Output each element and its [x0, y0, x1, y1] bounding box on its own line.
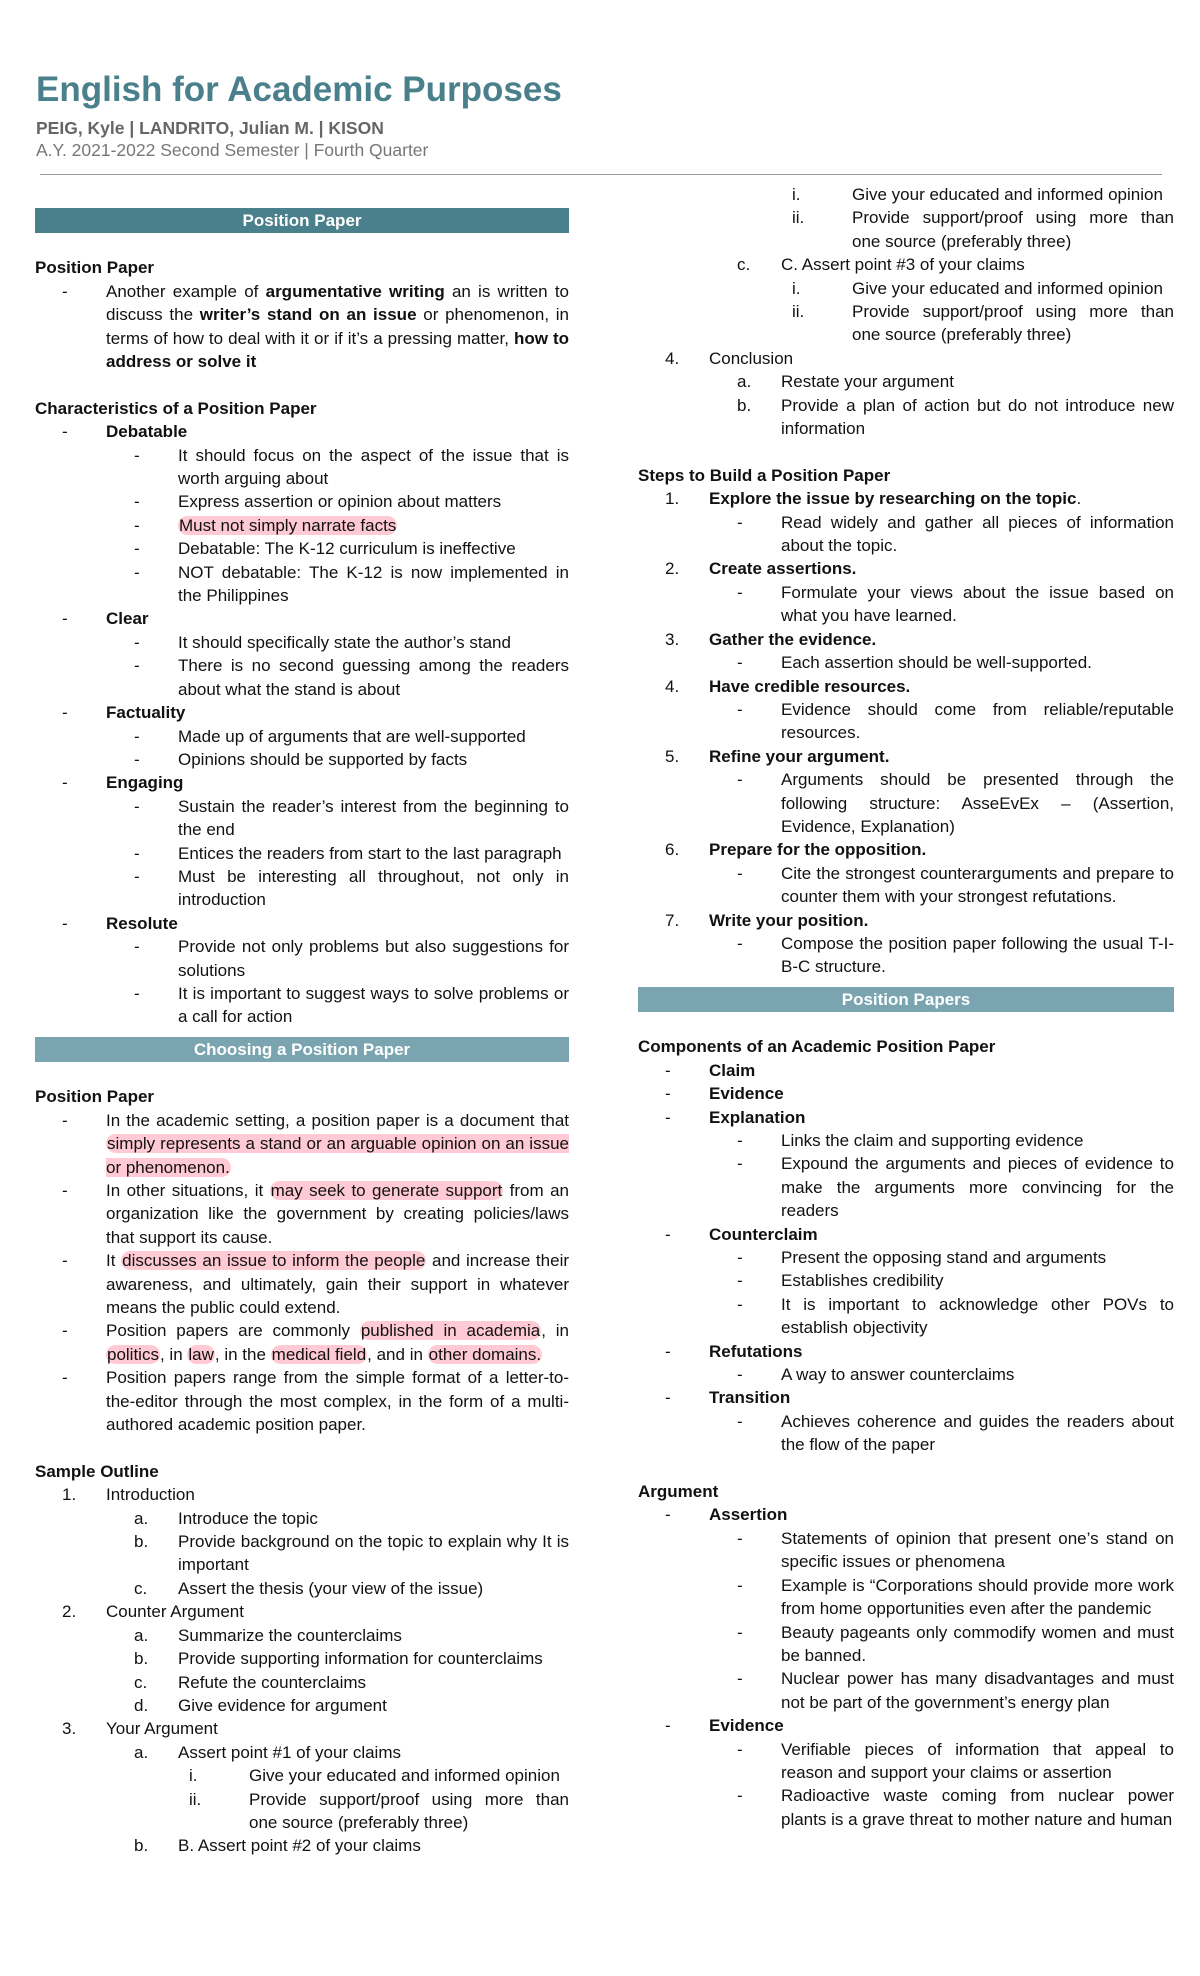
list-item: [638, 838, 1174, 861]
list-item-text: Give your educated and informed opinion: [852, 278, 1163, 298]
list-item-text: Statements of opinion that present one’s stand on specific issues or phenomena: [781, 1528, 1174, 1572]
highlighted-text: published in academia: [360, 1321, 541, 1341]
spacer: [638, 979, 1174, 987]
list-marker: -: [737, 1528, 743, 1548]
section-banner: Position Papers: [638, 987, 1174, 1012]
list-item-text: Refutations: [709, 1341, 803, 1361]
list-item: [638, 511, 1174, 558]
list-marker: a.: [134, 1742, 149, 1762]
list-item-text: [106, 282, 569, 371]
list-marker: 6.: [665, 840, 680, 860]
list-marker: -: [737, 699, 743, 719]
list-item: [35, 701, 569, 724]
list-item-text: Clear: [106, 609, 149, 629]
list-item-text: Evidence: [709, 1084, 784, 1104]
document-title: English for Academic Purposes: [36, 70, 562, 109]
list-marker: -: [134, 937, 140, 957]
list-item: [638, 183, 1174, 206]
list-marker: -: [737, 863, 743, 883]
list-marker: i.: [189, 1766, 198, 1786]
list-item: [35, 607, 569, 630]
list-item: [35, 1671, 569, 1694]
spacer: [35, 1062, 569, 1085]
list-marker: -: [737, 1154, 743, 1174]
list-marker: -: [62, 422, 68, 442]
list-item: [35, 1600, 569, 1623]
list-item: [638, 300, 1174, 347]
list-item-text: Have credible resources.: [709, 676, 911, 696]
list-item: [638, 745, 1174, 768]
list-item-text: [106, 1321, 569, 1363]
list-item: [35, 795, 569, 842]
list-item-text: [709, 489, 1081, 508]
list-item: [35, 1577, 569, 1600]
list-item: [35, 1624, 569, 1647]
list-item: [35, 654, 569, 701]
highlighted-text: medical field: [271, 1344, 367, 1364]
list-marker: -: [737, 1739, 743, 1759]
highlighted-text: simply represents a stand or an arguable opinion on an issue or phenomenon.: [106, 1134, 569, 1177]
list-item: [638, 1129, 1174, 1152]
list-marker: -: [62, 703, 68, 723]
list-item-text: Verifiable pieces of information that appeal to reason and support your claims or assertion: [781, 1739, 1174, 1782]
list-marker: -: [665, 1107, 671, 1127]
list-marker: -: [737, 1131, 743, 1150]
list-item-text: Made up of arguments that are well-supported: [178, 726, 526, 746]
list-marker: 4.: [665, 348, 680, 368]
section-banner: Position Paper: [35, 208, 569, 233]
list-item-text: Assert point #1 of your claims: [178, 1742, 401, 1762]
list-marker: 2.: [62, 1602, 77, 1622]
list-item: [638, 932, 1174, 979]
list-item: [35, 280, 569, 374]
list-marker: -: [737, 1294, 743, 1314]
section-heading: Characteristics of a Position Paper: [35, 398, 317, 418]
list-marker: -: [737, 582, 743, 602]
list-marker: d.: [134, 1695, 149, 1715]
list-marker: -: [62, 773, 68, 793]
list-item: [638, 1667, 1174, 1714]
list-marker: ii.: [792, 302, 805, 322]
list-item-text: Provide supporting information for counterclaims: [178, 1649, 543, 1669]
section-heading: Steps to Build a Position Paper: [638, 465, 891, 485]
list-marker: -: [62, 1180, 68, 1200]
list-item: [638, 1621, 1174, 1668]
list-item: [35, 1179, 569, 1249]
list-marker: -: [737, 1786, 743, 1806]
list-item: [638, 1269, 1174, 1292]
list-item-text: NOT debatable: The K-12 is now implemented in the Philippines: [178, 562, 569, 606]
list-item-text: Read widely and gather all pieces of information about the topic.: [781, 512, 1174, 556]
list-item-text: Factuality: [106, 703, 186, 723]
list-item-text: Gather the evidence.: [709, 629, 877, 649]
highlighted-text: other domains.: [428, 1344, 542, 1364]
list-item-text: Expound the arguments and pieces of evidence to make the arguments more convincing for the readers: [781, 1154, 1174, 1221]
list-marker: -: [665, 1341, 671, 1361]
list-marker: 1.: [62, 1485, 77, 1505]
list-item-text: Provide not only problems but also suggestions for solutions: [178, 937, 569, 980]
list-item-text: Refute the counterclaims: [178, 1672, 367, 1692]
list-item-text: Give evidence for argument: [178, 1695, 387, 1715]
list-marker: -: [737, 512, 743, 532]
list-item: [638, 581, 1174, 628]
list-marker: -: [737, 1248, 743, 1268]
list-item-text: There is no second guessing among the readers about what the stand is about: [178, 656, 569, 699]
list-item: [638, 347, 1174, 370]
list-item: [35, 1717, 569, 1740]
list-marker: i.: [792, 278, 801, 298]
list-item-text: It should focus on the aspect of the issue that is worth arguing about: [178, 445, 569, 489]
list-marker: -: [62, 913, 68, 933]
list-item: [35, 1694, 569, 1717]
list-marker: 3.: [665, 629, 680, 649]
list-item: [35, 865, 569, 912]
list-item-text: Debatable: [106, 422, 188, 442]
section-banner: Choosing a Position Paper: [35, 1037, 569, 1062]
spacer: [35, 373, 569, 396]
list-marker: -: [134, 656, 140, 676]
spacer: [638, 1457, 1174, 1480]
list-marker: -: [134, 726, 140, 746]
list-marker: -: [665, 1084, 671, 1104]
document-authors: PEIG, Kyle | LANDRITO, Julian M. | KISON: [36, 118, 384, 138]
list-marker: -: [737, 1575, 743, 1595]
list-item-text: Create assertions.: [709, 559, 857, 579]
list-marker: a.: [134, 1625, 149, 1645]
list-item-text: It is important to suggest ways to solve problems or a call for action: [178, 983, 569, 1027]
highlighted-text: Must not simply narrate facts: [179, 515, 397, 535]
list-marker: 2.: [665, 559, 680, 579]
list-item: [638, 1410, 1174, 1457]
list-item-text: Arguments should be presented through the following structure: AsseEvEx – (Assertion, Evidence, Explanation): [781, 770, 1174, 836]
section-heading: Sample Outline: [35, 1461, 159, 1481]
list-marker: -: [62, 1321, 68, 1341]
list-item-text: Refine your argument.: [709, 746, 890, 766]
list-item-text: C. Assert point #3 of your claims: [781, 255, 1025, 275]
list-item-text: Prepare for the opposition.: [709, 840, 927, 860]
list-marker: b.: [134, 1649, 149, 1669]
list-item: [638, 277, 1174, 300]
list-marker: b.: [134, 1532, 149, 1552]
list-item-text: [106, 1251, 569, 1317]
list-item-text: Provide a plan of action but do not introduce new information: [781, 395, 1174, 439]
list-item-text: Write your position.: [709, 910, 869, 930]
header-divider: [40, 174, 1162, 175]
list-item-text: [106, 1181, 569, 1247]
list-item: [638, 651, 1174, 674]
highlighted-text: politics: [107, 1344, 159, 1364]
list-item-text: Opinions should be supported by facts: [178, 749, 468, 769]
spacer: [35, 1029, 569, 1037]
list-item-text: Position papers range from the simple format of a letter-to-the-editor through the most complex, in the form of a multi-authored academic position paper.: [106, 1368, 569, 1435]
list-item: [35, 771, 569, 794]
list-item-text: Establishes credibility: [781, 1271, 944, 1291]
text-run: from an organization like the government by creating policies/laws that support its cause.: [106, 1180, 569, 1247]
list-item: [35, 1109, 569, 1179]
text-run: , in the: [214, 1344, 271, 1364]
list-item: [35, 1366, 569, 1436]
list-marker: -: [62, 1251, 68, 1271]
text-run: an is written to discuss the: [106, 281, 569, 325]
list-item-text: It is important to acknowledge other POVs to establish objectivity: [781, 1294, 1174, 1338]
list-item-text: [106, 1111, 569, 1177]
section-heading: Position Paper: [35, 258, 155, 278]
list-item: [638, 1106, 1174, 1129]
list-item: [35, 561, 569, 608]
list-item: [638, 1340, 1174, 1363]
list-item: [35, 514, 569, 537]
list-item: [35, 1530, 569, 1577]
list-item: [35, 420, 569, 443]
list-item: [35, 537, 569, 560]
spacer: [638, 440, 1174, 463]
bold-text: Explore the issue by researching on the topic: [709, 489, 1077, 509]
list-item-text: Present the opposing stand and arguments: [781, 1248, 1107, 1268]
list-marker: 7.: [665, 910, 680, 930]
list-marker: -: [665, 1224, 671, 1244]
list-marker: -: [665, 1388, 671, 1408]
list-item-text: Entices the readers from start to the last paragraph: [178, 843, 562, 863]
list-marker: -: [134, 749, 140, 769]
list-item: [638, 1223, 1174, 1246]
bold-text: writer’s stand on an issue: [199, 305, 417, 325]
list-item: [638, 1527, 1174, 1574]
list-marker: -: [665, 1505, 671, 1525]
list-item-text: Nuclear power has many disadvantages and must not be part of the government’s energy plan: [781, 1669, 1174, 1712]
list-item-text: Radioactive waste coming from nuclear power plants is a grave threat to mother nature and human: [781, 1786, 1174, 1829]
right-column: [638, 183, 1174, 1831]
list-item-text: Provide support/proof using more than one source (preferably three): [852, 302, 1174, 345]
list-marker: 1.: [665, 489, 680, 509]
list-marker: -: [134, 843, 140, 863]
list-item-text: Each assertion should be well-supported.: [781, 653, 1092, 673]
list-marker: -: [737, 1622, 743, 1642]
list-item-text: Your Argument: [106, 1719, 218, 1739]
list-marker: -: [737, 1669, 743, 1689]
list-item-text: Transition: [709, 1388, 791, 1408]
list-item: [35, 1647, 569, 1670]
list-item-text: Cite the strongest counterarguments and prepare to counter them with your strongest refutations.: [781, 863, 1174, 907]
list-item: [638, 487, 1174, 510]
list-marker: c.: [134, 1672, 148, 1692]
list-item-text: Must be interesting all throughout, not only in introduction: [178, 866, 569, 910]
list-item-text: Sustain the reader’s interest from the beginning to the end: [178, 796, 569, 840]
list-item: [638, 1784, 1174, 1831]
list-marker: 4.: [665, 676, 680, 696]
list-marker: -: [737, 770, 743, 790]
list-item: [638, 1386, 1174, 1409]
text-run: In the academic setting, a position paper is a document that: [106, 1110, 569, 1130]
text-run: or phenomenon, in terms of how to deal with it or if it’s a pressing matter,: [106, 305, 570, 348]
list-marker: -: [134, 515, 140, 535]
list-item-text: Restate your argument: [781, 372, 954, 392]
list-item: [638, 675, 1174, 698]
list-marker: -: [737, 933, 743, 953]
list-item-text: Give your educated and informed opinion: [249, 1766, 560, 1786]
text-run: , and in: [367, 1344, 428, 1364]
list-item-text: Claim: [709, 1060, 756, 1080]
document-term: A.Y. 2021-2022 Second Semester | Fourth Quarter: [36, 140, 429, 160]
list-marker: -: [737, 1365, 743, 1385]
left-column: [35, 208, 569, 1858]
text-run: In other situations, it: [106, 1180, 270, 1200]
list-item: [35, 1319, 569, 1366]
list-item-text: Give your educated and informed opinion: [852, 185, 1163, 204]
list-marker: 5.: [665, 746, 680, 766]
list-item-text: Compose the position paper following the usual T-I-B-C structure.: [781, 933, 1174, 977]
list-marker: -: [134, 562, 140, 582]
list-item-text: Formulate your views about the issue based on what you have learned.: [781, 582, 1174, 626]
list-item: [638, 768, 1174, 838]
list-marker: a.: [737, 372, 752, 392]
list-marker: ii.: [792, 208, 805, 228]
list-item: [638, 1293, 1174, 1340]
list-item: [638, 1152, 1174, 1222]
list-marker: -: [737, 653, 743, 673]
list-item-text: A way to answer counterclaims: [781, 1365, 1015, 1385]
list-item-text: Provide background on the topic to explain why It is important: [178, 1532, 569, 1575]
list-item: [638, 1714, 1174, 1737]
list-marker: -: [737, 1271, 743, 1291]
list-item-text: Example is “Corporations should provide more work from home opportunities even after the pandemic: [781, 1575, 1174, 1619]
list-marker: -: [134, 632, 140, 652]
document-header: [36, 70, 1166, 162]
list-item: [35, 444, 569, 491]
list-item: [35, 725, 569, 748]
list-item-text: Introduction: [106, 1485, 195, 1505]
list-item: [638, 698, 1174, 745]
list-item-text: Counterclaim: [709, 1224, 818, 1244]
list-item: [35, 982, 569, 1029]
list-item: [638, 862, 1174, 909]
list-item: [35, 842, 569, 865]
text-run: , in: [159, 1344, 188, 1364]
list-item-text: Provide support/proof using more than one source (preferably three): [249, 1789, 569, 1832]
list-item-text: Links the claim and supporting evidence: [781, 1131, 1084, 1150]
list-item-text: Evidence should come from reliable/reputable resources.: [781, 699, 1174, 743]
list-item: [638, 1059, 1174, 1082]
list-marker: -: [134, 539, 140, 559]
list-marker: -: [134, 866, 140, 886]
list-item-text: Provide support/proof using more than one source (preferably three): [852, 208, 1174, 251]
list-item-text: Evidence: [709, 1716, 784, 1736]
list-item: [35, 631, 569, 654]
list-marker: b.: [737, 395, 752, 415]
list-item: [638, 370, 1174, 393]
list-marker: -: [134, 796, 140, 816]
list-item: [35, 1483, 569, 1506]
list-item: [35, 1741, 569, 1764]
section-heading: Argument: [638, 1482, 719, 1502]
list-item-text: It should specifically state the author’s stand: [178, 632, 511, 652]
text-run: It: [106, 1251, 122, 1271]
list-item: [638, 1363, 1174, 1386]
list-item: [638, 1503, 1174, 1526]
list-marker: i.: [792, 185, 801, 204]
list-item: [35, 912, 569, 935]
list-item-text: Summarize the counterclaims: [178, 1625, 402, 1645]
list-item: [35, 748, 569, 771]
list-marker: -: [62, 1368, 68, 1388]
text-run: and increase their awareness, and ultimately, gain their support in whatever means the public could extend.: [106, 1251, 570, 1318]
list-item: [35, 490, 569, 513]
list-marker: -: [62, 281, 68, 301]
list-marker: -: [134, 445, 140, 465]
list-item: [638, 909, 1174, 932]
bold-text: how to address or solve it: [106, 328, 569, 372]
list-item-text: Assertion: [709, 1505, 788, 1525]
text-run: Position papers are commonly: [106, 1321, 360, 1341]
list-item: [35, 1249, 569, 1319]
section-heading: Components of an Academic Position Paper: [638, 1037, 996, 1057]
list-item: [638, 1082, 1174, 1105]
list-marker: -: [62, 609, 68, 629]
highlighted-text: law: [188, 1344, 214, 1364]
highlighted-text: may seek to generate support: [270, 1180, 503, 1200]
list-item: [638, 1574, 1174, 1621]
list-item-text: Conclusion: [709, 348, 794, 368]
list-marker: -: [62, 1110, 68, 1130]
list-item: [638, 394, 1174, 441]
spacer: [638, 1012, 1174, 1035]
list-marker: c.: [737, 255, 751, 275]
list-marker: c.: [134, 1578, 148, 1598]
list-item-text: Explanation: [709, 1107, 806, 1127]
list-marker: -: [665, 1716, 671, 1736]
list-marker: 3.: [62, 1719, 77, 1739]
list-marker: -: [737, 1411, 743, 1431]
spacer: [35, 233, 569, 256]
list-item-text: [178, 516, 397, 535]
list-marker: -: [665, 1060, 671, 1080]
text-run: , in: [541, 1321, 570, 1341]
list-item: [638, 206, 1174, 253]
list-item: [35, 935, 569, 982]
section-heading: Position Paper: [35, 1087, 155, 1107]
list-item: [35, 1507, 569, 1530]
list-item-text: B. Assert point #2 of your claims: [178, 1836, 421, 1856]
list-item: [35, 1788, 569, 1835]
list-item: [35, 1834, 569, 1857]
list-item-text: Counter Argument: [106, 1602, 244, 1622]
bold-text: argumentative writing: [265, 281, 445, 301]
list-item-text: Express assertion or opinion about matters: [178, 492, 502, 512]
list-marker: ii.: [189, 1789, 202, 1809]
spacer: [35, 1436, 569, 1459]
list-item: [35, 1764, 569, 1787]
list-marker: a.: [134, 1508, 149, 1528]
list-item-text: Engaging: [106, 773, 184, 793]
highlighted-text: discusses an issue to inform the people: [122, 1251, 426, 1271]
list-item: [638, 628, 1174, 651]
list-item: [638, 253, 1174, 276]
list-item: [638, 1246, 1174, 1269]
list-item: [638, 557, 1174, 580]
list-marker: -: [134, 983, 140, 1003]
list-item-text: Resolute: [106, 913, 178, 933]
list-item-text: Achieves coherence and guides the readers about the flow of the paper: [781, 1411, 1174, 1455]
list-marker: -: [134, 492, 140, 512]
list-item: [638, 1738, 1174, 1785]
text-run: Another example of: [106, 281, 266, 301]
text-run: .: [1076, 489, 1082, 509]
list-marker: b.: [134, 1836, 149, 1856]
list-item-text: Debatable: The K-12 curriculum is ineffective: [178, 539, 516, 559]
list-item-text: Beauty pageants only commodify women and must be banned.: [781, 1622, 1174, 1665]
list-item-text: Assert the thesis (your view of the issue): [178, 1578, 484, 1598]
list-item-text: Introduce the topic: [178, 1508, 318, 1528]
